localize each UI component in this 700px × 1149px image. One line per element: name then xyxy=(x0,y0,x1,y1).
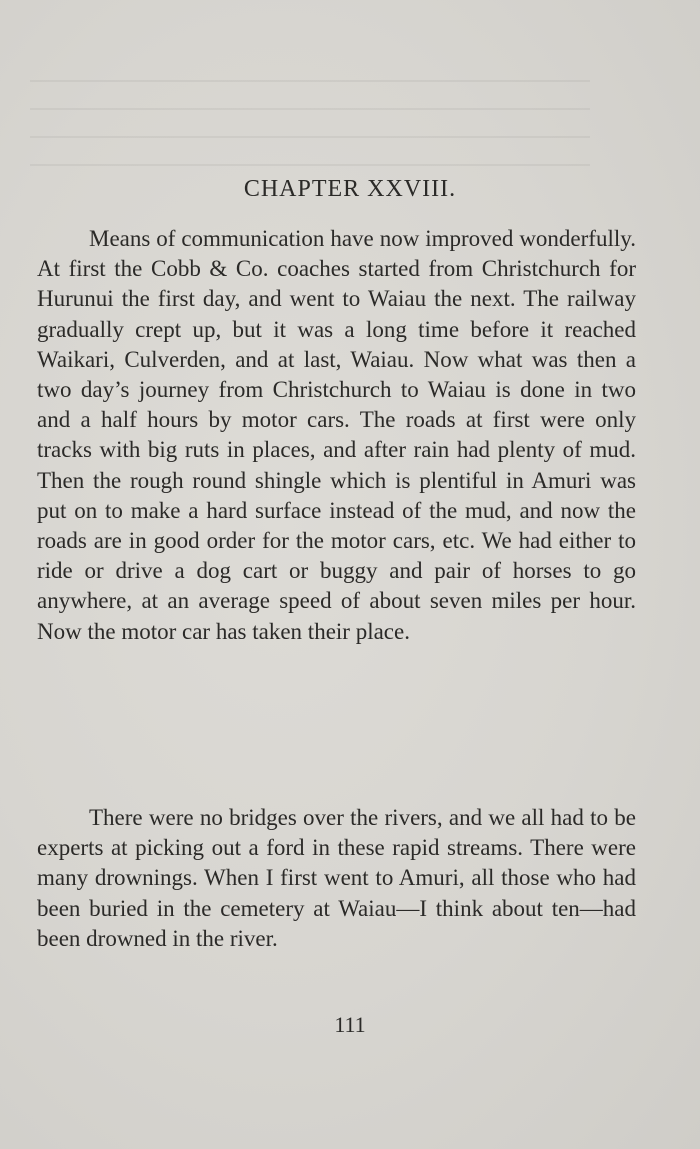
chapter-heading: CHAPTER XXVIII. xyxy=(243,176,457,202)
bleed-through-text xyxy=(30,80,590,170)
paragraph-communication: Means of communication have now improved wonderfully. At first the Cobb & Co. coaches started from Christchurch for Hurunui the first day, and went to Waiau the next. The railway gradually crept up, but it was a long time before it reached Waikari, Culverden, and at last, Waiau. Now what was then a two day’s journey from Christchurch to Waiau is done in two and a half hours by motor cars. The roads at first were only tracks with big ruts in places, and after rain had plenty of mud. Then the rough round shingle which is plentiful in Amuri was put on to make a hard surface instead of the mud, and now the roads are in good order for the motor cars, etc. We had either to ride or drive a dog cart or buggy and pair of horses to go anywhere, at an average speed of about seven miles per hour. Now the motor car has taken their place. xyxy=(37,226,636,644)
page-number: 111 xyxy=(334,1012,366,1037)
paragraph-bridges: There were no bridges over the rivers, and we all had to be experts at picking out a ford in these rapid streams. There were many drownings. When I first went to Amuri, all those who had been buried in the cemetery at Waiau—I think about ten—had been drowned in the river. xyxy=(37,805,636,951)
